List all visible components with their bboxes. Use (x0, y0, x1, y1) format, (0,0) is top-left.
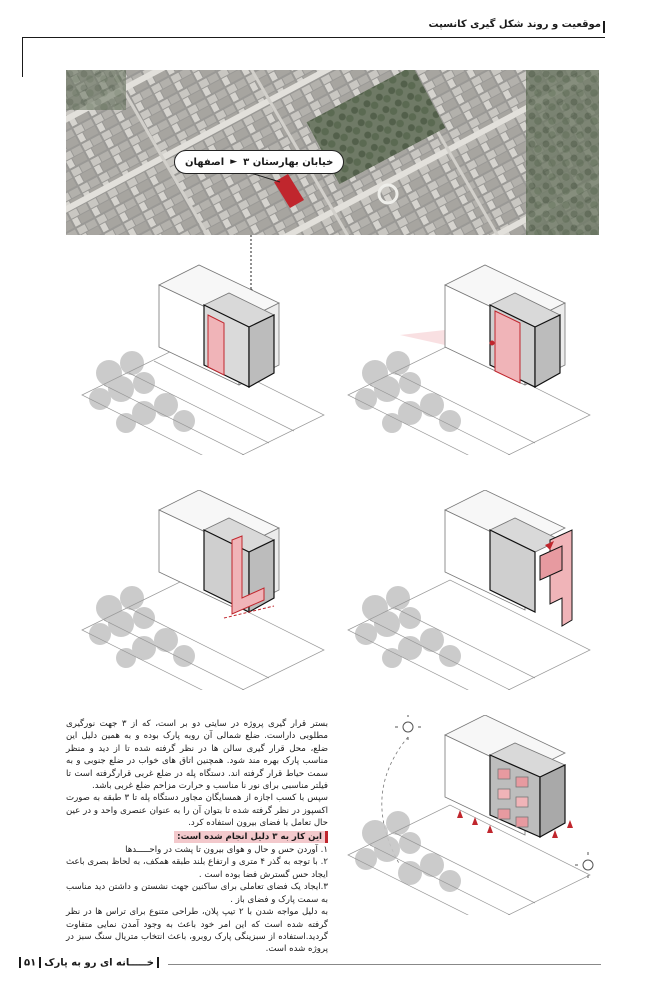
concept-diagram-1 (74, 255, 334, 455)
footer (16, 957, 168, 969)
sun-icon (395, 715, 421, 740)
footer-bar (19, 957, 21, 968)
footer-title: خـــــانه ای رو به پارک (44, 957, 154, 969)
reasons-heading: این کار به ۳ دلیل انجام شده است: (174, 831, 328, 843)
paragraph-terrace: به دلیل مواجه شدن با ۲ تیپ پلان، طراحی متنوع برای تراس ها در نظر گرفته شده است که این امر خود باعث به وجود آمدن نمایی متفاوت گردید.استفاده از سبزینگی پارک روبرو، باعث انتخاب متریال سنگ سبز در پروژه شده است. (66, 907, 329, 955)
play-arrow-icon: ► (230, 157, 238, 167)
street-name: خیابان بهارستان ۳ (243, 156, 334, 168)
reason-item-3: ۳.ایجاد یک فضای تعاملی برای ساکنین جهت نشستن و داشتن دید مناسب به سمت پارک و فضای باز . (66, 882, 328, 905)
paragraph-site: بستر قرار گیری پروژه در سایتی دو بر است، که از ۳ جهت نورگیری مطلوبی داراست. ضلع شمالی آن روبه پارک بوده و به همین دلیل این ضلع، محل قرار گیری سالن ها در نظر گرفته شده تا از دید و منظر مناسب پارک بهره مند شود. همچنین اتاق های خواب در ضلع جنوبی و به سمت حیاط قرار گرفته اند. دستگاه پله در ضلع غربی قرارگرفته است تا فیلتر مناسبی برای نور نا مناسب و حرارت مزاحم ضلع غربی باشد. (66, 719, 328, 792)
page-section-title: موقعیت و روند شکل گیری کانسپت (428, 19, 601, 30)
footer-bar (39, 957, 41, 968)
concept-diagram-5 (340, 715, 600, 915)
paragraph-stair: سپس با کسب اجازه از همسایگان مجاور دستگاه پله تا ۳ طبقه به صورت اکسپوز در نظر گرفته شده تا بتوان آن را به عنوان عنصری واحد و در عین حال تعامل با فضای بیرون استفاده کرد. (66, 793, 329, 829)
concept-diagram-4 (340, 490, 600, 690)
page-number: ۵۱ (24, 957, 37, 969)
city-name: اصفهان (185, 156, 225, 168)
reason-item-1: ۱. آوردن حس و حال و هوای بیرون تا پشت در واحـــــدها (125, 845, 328, 856)
concept-diagram-2 (340, 255, 600, 455)
footer-bar (157, 957, 159, 968)
reason-item-2: ۲. با توجه به گذر ۴ متری و ارتفاع بلند طبقه همکف، به لحاظ بصری باعث ایجاد حس گسترش فضا بوده است . (66, 857, 329, 880)
sun-icon (575, 852, 593, 878)
tree-cluster (89, 351, 195, 433)
description-text (66, 718, 328, 956)
concept-diagram-3 (74, 490, 334, 690)
